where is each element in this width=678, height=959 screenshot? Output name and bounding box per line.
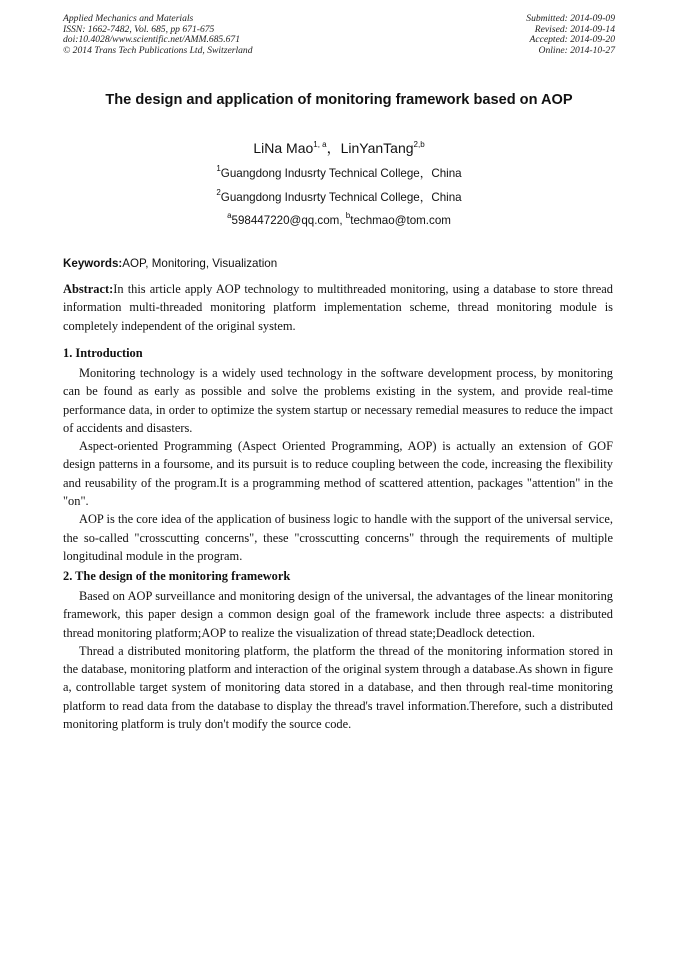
- paragraph: Based on AOP surveillance and monitoring design of the universal, the advantages of the linear monitoring framework, this paper design a common design goal of the framework include three aspects: a distributed thread monitoring platform;AOP to realize the visualization of thread state;Deadlock detection.: [63, 589, 613, 640]
- paragraph: Thread a distributed monitoring platform, the platform the thread of the monitoring information stored in the database, monitoring platform and interaction of the original system through a database.As shown in figure a, controllable target system of monitoring data stored in a database, and then through real-time monitoring platform to read data from the database to display the thread's travel information.Therefore, such a distributed monitoring platform is truly don't modify the source code.: [63, 643, 613, 732]
- email-a: 598447220@qq.com,: [231, 214, 346, 227]
- keywords: [63, 257, 277, 270]
- paragraph: Aspect-oriented Programming (Aspect Oriented Programming, AOP) is actually an extension of GOF design patterns in a foursome, and its pursuit is to reduce coupling between the code, increasing the flexibility and reusability of the program.It is a programming method of scattered attention, packages "attention" in the "on".: [63, 439, 613, 509]
- affiliation-2-text: Guangdong Indusrty Technical College，China: [220, 191, 462, 204]
- email-a-mark: a: [227, 211, 232, 220]
- journal-name: Applied Mechanics and Materials: [63, 13, 194, 24]
- paragraph: Monitoring technology is a widely used technology in the software development process, by monitoring can be found as early as possible and solve the problems existing in the system, and provide real-time performance data, in order to optimize the system startup or necessary remedial measures to reduce the impact of accidents and disasters.: [63, 366, 613, 435]
- author-1-mark: 1, a: [313, 140, 327, 149]
- email-b-mark: b: [345, 211, 351, 220]
- journal-doi: doi:10.4028/www.scientific.net/AMM.685.671: [63, 34, 241, 46]
- abstract-text: In this article apply AOP technology to multithreaded monitoring, using a database to store thread information multi-threaded monitoring platform implementation scheme, thread monitoring module is completely independent of the original system.: [63, 282, 613, 333]
- abstract: [63, 280, 613, 335]
- date-online: Online: 2014-10-27: [538, 44, 615, 56]
- section-body-design: [63, 587, 613, 733]
- affiliation-1: [0, 165, 678, 181]
- abstract-label: Abstract:: [63, 282, 114, 296]
- paper-title: The design and application of monitoring framework based on AOP: [105, 92, 573, 108]
- affiliation-2: [0, 189, 678, 205]
- affiliation-1-text: Guangdong Indusrty Technical College，China: [220, 167, 462, 180]
- paragraph: AOP is the core idea of the application of business logic to handle with the support of the universal service, the so-called "crosscutting concerns", these "crosscutting concerns" through the requirements of multiple longitudinal module in the program.: [63, 512, 613, 563]
- date-revised: Revised: 2014-09-14: [534, 23, 615, 35]
- date-submitted: Submitted: 2014-09-09: [526, 13, 615, 24]
- author-1: LiNa Mao: [253, 140, 314, 156]
- section-heading-design: 2. The design of the monitoring framework: [63, 569, 291, 583]
- email-line: [0, 211, 678, 227]
- keywords-text: AOP, Monitoring, Visualization: [122, 257, 278, 270]
- abstract-paragraph: [63, 280, 613, 335]
- date-accepted: Accepted: 2014-09-20: [529, 34, 615, 46]
- keywords-label: Keywords:: [63, 257, 123, 270]
- author-line: [0, 138, 678, 158]
- affiliation-2-mark: 2: [216, 188, 221, 197]
- author-2-mark: 2,b: [413, 140, 425, 149]
- journal-issn: ISSN: 1662-7482, Vol. 685, pp 671-675: [63, 23, 215, 35]
- affiliation-1-mark: 1: [216, 164, 221, 173]
- author-2: LinYanTang: [340, 140, 414, 156]
- section-heading-introduction: 1. Introduction: [63, 346, 143, 360]
- journal-info: [63, 14, 253, 56]
- journal-copyright: © 2014 Trans Tech Publications Ltd, Switzerland: [63, 44, 253, 56]
- submission-dates: [526, 14, 615, 56]
- section-body-introduction: [63, 364, 613, 565]
- author-separator: ，: [326, 140, 341, 156]
- email-b: techmao@tom.com: [350, 214, 451, 227]
